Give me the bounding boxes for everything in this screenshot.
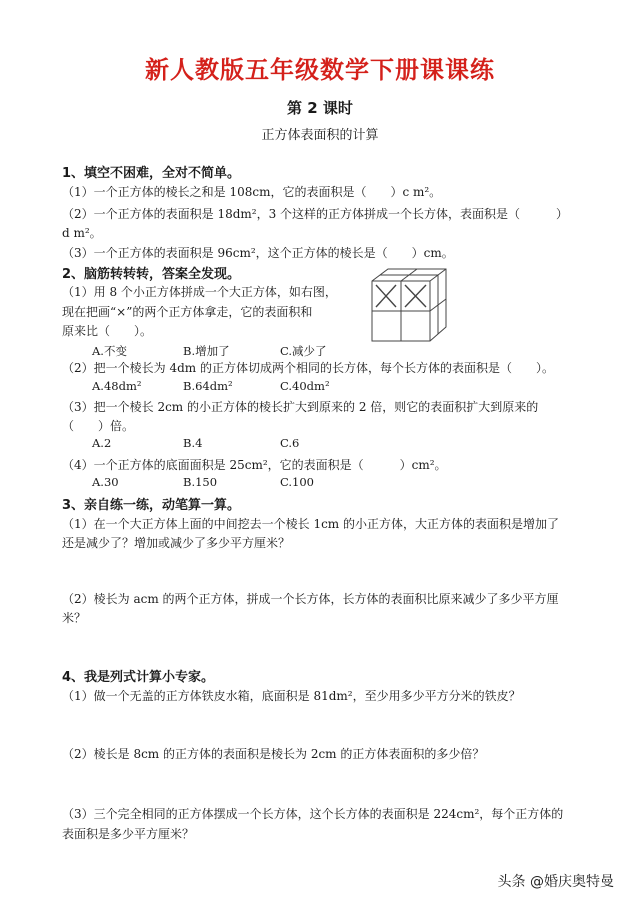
s2-q3-option-a: A.2	[92, 436, 112, 450]
s2-q4-option-c: C.100	[280, 475, 314, 489]
section-2-heading: 2、脑筋转转转，答案全发现。	[62, 267, 241, 282]
s4-question-3-cont: 表面积是多少平方厘米？	[62, 827, 195, 841]
lesson-number: 第 2 课时	[287, 99, 353, 117]
s1-question-2: （2）一个正方体的表面积是 18dm²，3 个这样的正方体拼成一个长方体，表面积是（ ）	[62, 207, 569, 221]
s1-question-1: （1）一个正方体的棱长之和是 108cm，它的表面积是（ ）c m²。	[62, 185, 442, 199]
s2-q3-option-c: C.6	[280, 436, 300, 450]
s3-question-2-cont: 米？	[62, 611, 87, 625]
s2-question-3: （3）把一个棱长 2cm 的小正方体的棱长扩大到原来的 2 倍，则它的表面积扩大到原来的	[62, 400, 539, 414]
watermark: 头条 @婚庆奥特曼	[497, 874, 614, 890]
s2-question-1-line3: 原来比（ ）。	[62, 324, 153, 338]
s2-question-4: （4）一个正方体的底面面积是 25cm²，它的表面积是（ ）cm²。	[62, 458, 447, 472]
s2-q2-option-a: A.48dm²	[92, 379, 142, 393]
s2-q1-option-c: C.减少了	[280, 344, 327, 358]
s2-question-3-cont: （ ）倍。	[62, 419, 135, 433]
s1-question-2-cont: d m²。	[62, 226, 102, 240]
s4-question-3: （3）三个完全相同的正方体摆成一个长方体，这个长方体的表面积是 224cm²，每个正方体的	[62, 807, 564, 821]
s2-q1-option-a: A.不变	[92, 344, 127, 358]
s3-question-2: （2）棱长为 acm 的两个正方体，拼成一个长方体，长方体的表面积比原来减少了多少平方厘	[62, 592, 559, 606]
s4-question-2: （2）棱长是 8cm 的正方体的表面积是棱长为 2cm 的正方体表面积的多少倍？	[62, 747, 485, 761]
cube-figure	[366, 265, 448, 347]
s1-question-3: （3）一个正方体的表面积是 96cm²，这个正方体的棱长是（ ）cm。	[62, 246, 454, 260]
s2-q2-option-c: C.40dm²	[280, 379, 330, 393]
s2-question-2: （2）把一个棱长为 4dm 的正方体切成两个相同的长方体，每个长方体的表面积是（ ）。	[62, 361, 554, 375]
section-1-heading: 1、填空不困难，全对不简单。	[62, 166, 241, 181]
section-4-heading: 4、我是列式计算小专家。	[62, 670, 215, 685]
s2-q2-option-b: B.64dm²	[183, 379, 233, 393]
page-title: 新人教版五年级数学下册课课练	[145, 56, 495, 84]
s2-q4-option-a: A.30	[92, 475, 119, 489]
section-3-heading: 3、亲自练一练，动笔算一算。	[62, 498, 241, 513]
s3-question-1-cont: 还是减少了？增加或减少了多少平方厘米？	[62, 536, 291, 550]
s2-question-1: （1）用 8 个小正方体拼成一个大正方体，如右图，	[62, 285, 337, 299]
lesson-topic: 正方体表面积的计算	[261, 128, 379, 143]
s2-question-1-line2: 现在把画“×”的两个正方体拿走，它的表面积和	[62, 305, 313, 319]
s2-q4-option-b: B.150	[183, 475, 218, 489]
s2-q3-option-b: B.4	[183, 436, 203, 450]
s2-q1-option-b: B.增加了	[183, 344, 230, 358]
s4-question-1: （1）做一个无盖的正方体铁皮水箱，底面积是 81dm²，至少用多少平方分米的铁皮？	[62, 689, 521, 703]
s3-question-1: （1）在一个大正方体上面的中间挖去一个棱长 1cm 的小正方体，大正方体的表面积是增加了	[62, 517, 560, 531]
